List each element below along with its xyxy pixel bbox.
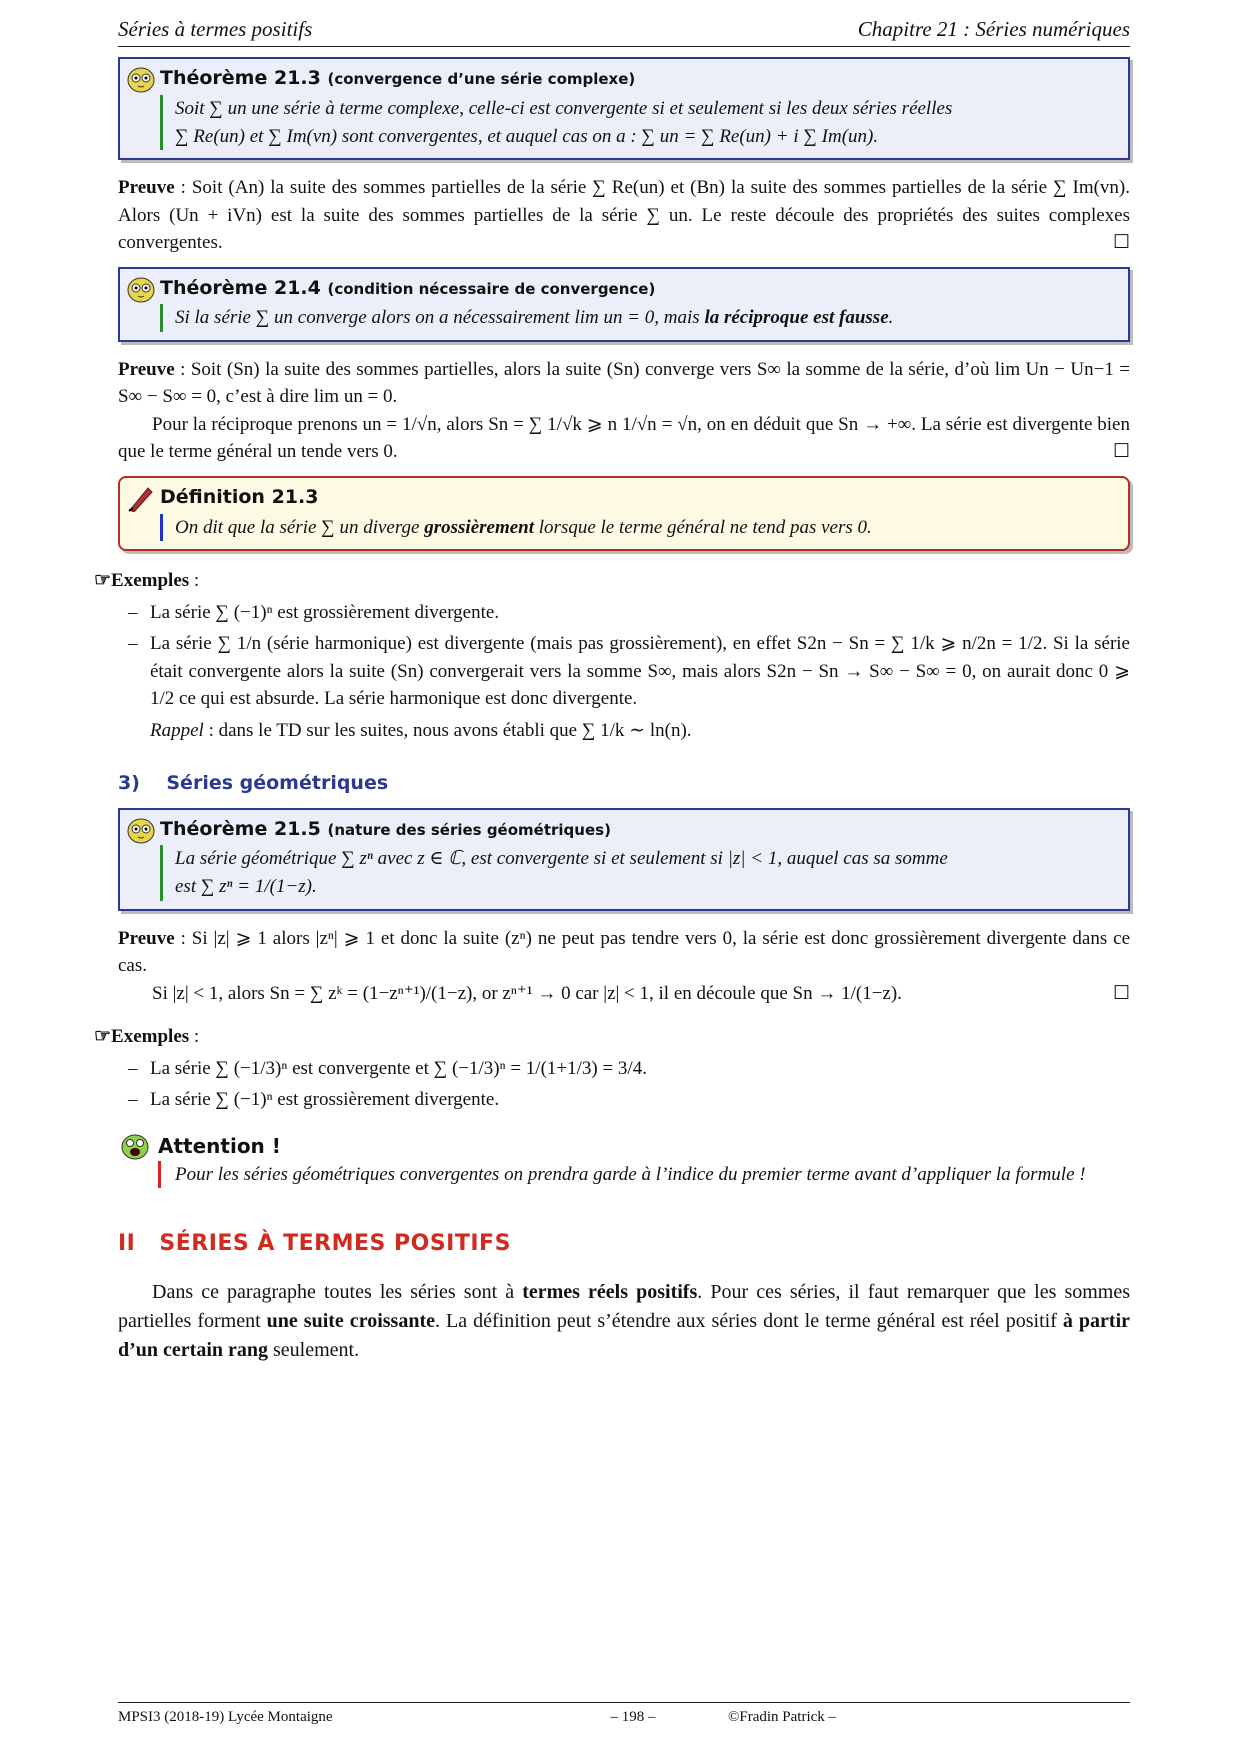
proof-text: : Soit (Sn) la suite des sommes partielles, alors la suite (Sn) converge vers S∞ la somme de la série, d’où lim Un − Un−1 = S∞ − S∞ = 0, c’est à dire lim un = 0.: [118, 358, 1130, 408]
theorem-21-4: [118, 267, 1130, 342]
theorem-body: Si la série ∑ un converge alors on a nécessairement lim un = 0, mais la réciproque est fausse.: [160, 304, 1116, 332]
footer-right: ©Fradin Patrick –: [728, 1709, 837, 1725]
theorem-title: Théorème 21.3 (convergence d’une série complexe): [160, 67, 636, 90]
proof-text: Pour la réciproque prenons un = 1/√n, alors Sn = ∑ 1/√k ⩾ n 1/√n = √n, on en déduit que Sn → +∞. La série est divergente bien que le terme général un tende vers 0.: [118, 413, 1130, 463]
proof-text: : Soit (An) la suite des sommes partielles de la série ∑ Re(un) et (Bn) la suite des sommes partielles de la série ∑ Im(vn). Alors (Un + iVn) est la suite des sommes partielles de la série ∑ un. Le reste découle des propriétés des suites complexes convergentes.: [118, 177, 1130, 254]
bold-text: grossièrement: [424, 516, 535, 538]
attention-text: Pour les séries géométriques convergentes on prendra garde à l’indice du premier terme avant d’appliquer la formule !: [158, 1161, 1130, 1189]
proof-label: Preuve: [118, 358, 175, 380]
header-left: Séries à termes positifs: [118, 17, 313, 41]
header-right: Chapitre 21 : Séries numériques: [857, 17, 1130, 41]
owl-icon: [126, 816, 156, 844]
examples-list: [118, 1055, 1130, 1114]
definition-body: On dit que la série ∑ un diverge grossièrement lorsque le terme général ne tend pas vers 0.: [160, 514, 1116, 542]
theorem-body: [160, 95, 1116, 150]
bold-text: la réciproque est fausse: [704, 307, 889, 329]
examples-list: [118, 599, 1130, 745]
running-header: [118, 14, 1130, 47]
proof-label: Preuve: [118, 177, 175, 199]
list-item: – La série ∑ (−1)ⁿ est grossièrement divergente.: [150, 1086, 1130, 1114]
qed-icon: ☐: [1112, 232, 1130, 254]
owl-icon: [126, 275, 156, 303]
definition-title: Définition 21.3: [160, 486, 319, 508]
proof-block: [118, 925, 1130, 1008]
theorem-title: Théorème 21.4 (condition nécessaire de convergence): [160, 276, 656, 299]
page: [94, 14, 1131, 1365]
theorem-line: Soit ∑ un une série à terme complexe, celle-ci est convergente si et seulement si les deux séries réelles: [175, 97, 953, 119]
definition-21-3: [118, 476, 1130, 551]
attention-block: [118, 1132, 1130, 1189]
examples-title: ☞Exemples :: [94, 1026, 200, 1048]
page-footer: [118, 1702, 1130, 1729]
quill-icon: [126, 484, 156, 512]
theorem-title: Théorème 21.5 (nature des séries géométriques): [160, 817, 611, 840]
proof-text: : Si |z| ⩾ 1 alors |zⁿ| ⩾ 1 et donc la suite (zⁿ) ne peut pas tendre vers 0, la série est donc grossièrement divergente dans ce cas.: [118, 927, 1131, 977]
theorem-21-3: [118, 57, 1130, 160]
rappel: Rappel : dans le TD sur les suites, nous avons établi que ∑ 1/k ∼ ln(n).: [150, 719, 692, 741]
list-item: – La série ∑ 1/n (série harmonique) est divergente (mais pas grossièrement), en effet S2n − Sn = ∑ 1/k ⩾ n/2n = 1/2. Si la série était convergente alors la suite (Sn) convergerait vers la somme S∞, mais alors S2n − Sn → S∞ − S∞ = 0, on aurait donc 0 ⩾ 1/2 ce qui est absurde. La série harmonique est donc divergente.: [150, 630, 1130, 713]
qed-icon: ☐: [1112, 982, 1130, 1004]
theorem-line: ∑ Re(un) et ∑ Im(vn) sont convergentes, et auquel cas on a : ∑ un = ∑ Re(un) + i ∑ Im(un).: [175, 125, 879, 147]
warning-face-icon: [120, 1132, 150, 1160]
proof-block: [118, 174, 1130, 257]
footer-left: MPSI3 (2018-19) Lycée Montaigne: [118, 1709, 333, 1725]
examples-title: ☞Exemples :: [94, 570, 200, 592]
page-number: – 198 –: [610, 1709, 656, 1725]
owl-icon: [126, 65, 156, 93]
list-item: – La série ∑ (−1)ⁿ est grossièrement divergente.: [150, 599, 1130, 627]
list-item: – La série ∑ (−1/3)ⁿ est convergente et ∑ (−1/3)ⁿ = 1/(1+1/3) = 3/4.: [150, 1055, 1130, 1083]
theorem-body: La série géométrique ∑ zⁿ avec z ∈ ℂ, est convergente si et seulement si |z| < 1, auquel cas sa somme est ∑ zⁿ = 1/(1−z).: [160, 845, 1116, 900]
section-heading-II: II SÉRIES À TERMES POSITIFS: [118, 1231, 511, 1257]
qed-icon: ☐: [1112, 441, 1130, 463]
proof-block: [118, 356, 1130, 466]
section-heading: 3) Séries géométriques: [118, 772, 389, 795]
intro-paragraph: Dans ce paragraphe toutes les séries sont à termes réels positifs. Pour ces séries, il faut remarquer que les sommes partielles forment une suite croissante. La définition peut s’étendre aux séries dont le terme général est réel positif à partir d’un certain rang seulement.: [118, 1281, 1131, 1362]
theorem-21-5: [118, 808, 1130, 911]
proof-label: Preuve: [118, 927, 175, 949]
attention-title: Attention !: [158, 1133, 281, 1158]
proof-text: Si |z| < 1, alors Sn = ∑ zᵏ = (1−zⁿ⁺¹)/(1−z), or zⁿ⁺¹ → 0 car |z| < 1, il en découle que Sn → 1/(1−z).: [152, 982, 902, 1004]
